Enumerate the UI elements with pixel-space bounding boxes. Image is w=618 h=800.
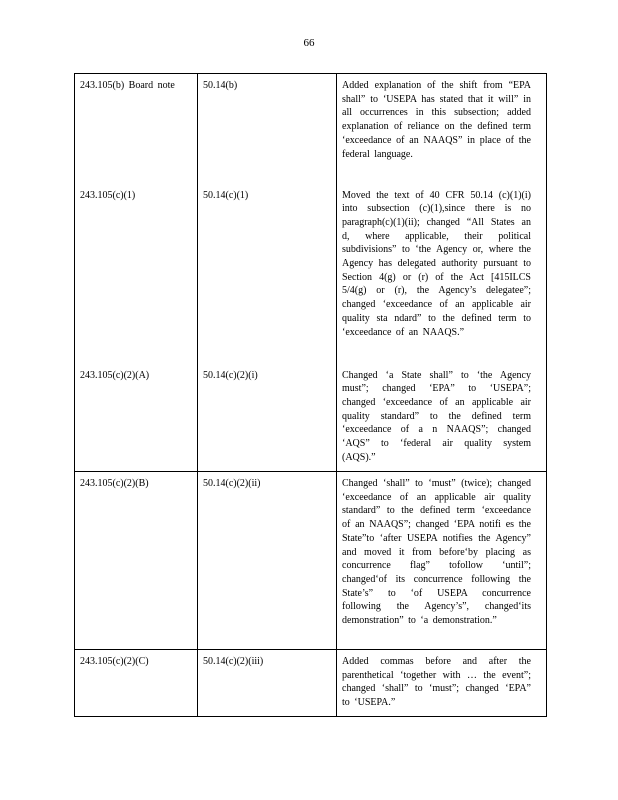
- federal-reference: 50.14(c)(2)(ii): [203, 478, 261, 489]
- description-cell: [337, 472, 547, 650]
- federal-cell: [198, 472, 337, 650]
- federal-reference: 50.14(c)(2)(i): [203, 369, 258, 381]
- federal-cell: [198, 74, 337, 184]
- table-row: [75, 74, 547, 184]
- description-cell: [337, 364, 547, 472]
- section-number: 243.105(c)(2)(C): [80, 656, 149, 667]
- section-number: 243.105(c)(2)(B): [80, 478, 149, 489]
- section-number: 243.105(b) Board note: [80, 80, 175, 91]
- change-description: Changed ‘shall” to ‘must” (twice); changed ‘exceedance of an applicable air quality standard” to the defined term ‘exceedance of an NAAQS”; changed ‘EPA notifi es the State”to ‘after USEPA notifies the Agency” and moved it from before‘by placing as concurrence flag” tofollow ‘until”; changed‘of its concurrence following the State’s” to ‘of USEPA concurrence following the Agency’s”, changed‘its demonstration” to ‘a demonstration.”: [342, 478, 531, 627]
- change-description: Added commas before and after the parenthetical ‘together with … the event”; changed ‘shall” to ‘must”; changed ‘EPA” to ‘USEPA.”: [342, 656, 531, 709]
- section-cell: [75, 364, 198, 472]
- federal-reference: 50.14(c)(2)(iii): [203, 656, 264, 667]
- change-description: Moved the text of 40 CFR 50.14 (c)(1)(i) into subsection (c)(1),since there is no paragraph(c)(1)(ii); changed “All States an d, where applicable, their political subdivisions” to ‘the Agency or, where the Agency has delegated authority pursuant to Section 4(g) or (r) of the Act [415ILCS 5/4(g) or (r), the Agency’s delegatee”; changed ‘exceedance of an applicable air quality sta ndard” to the defined term to ‘exceedance of an NAAQS.”: [342, 189, 531, 338]
- table-row: [75, 184, 547, 364]
- federal-cell: [198, 650, 337, 717]
- description-cell: [337, 184, 547, 364]
- section-cell: [75, 184, 198, 364]
- federal-cell: [198, 364, 337, 472]
- section-cell: [75, 650, 198, 717]
- change-description: Added explanation of the shift from “EPA shall” to ‘USEPA has stated that it will” in all occurrences in this subsection; added explanation of reliance on the defined term ‘exceedance of an NAAQS” in place of the federal language.: [342, 80, 531, 160]
- section-number: 243.105(c)(1): [80, 189, 136, 201]
- page-number: 66: [303, 37, 315, 49]
- table-row: [75, 472, 547, 650]
- amendment-table: [74, 73, 547, 717]
- change-description: Changed ‘a State shall” to ‘the Agency must”; changed ‘EPA” to ‘USEPA”; changed ‘exceedance of an applicable air quality standard” to the defined term ‘exceedance of a n NAAQS”; changed ‘AQS” to ‘federal air quality system (AQS).”: [342, 369, 531, 463]
- section-cell: [75, 74, 198, 184]
- table-row: [75, 364, 547, 472]
- section-cell: [75, 472, 198, 650]
- section-number: 243.105(c)(2)(A): [80, 369, 150, 381]
- table-row: [75, 650, 547, 717]
- federal-reference: 50.14(c)(1): [203, 189, 249, 201]
- federal-cell: [198, 184, 337, 364]
- description-cell: [337, 650, 547, 717]
- federal-reference: 50.14(b): [203, 80, 238, 91]
- description-cell: [337, 74, 547, 184]
